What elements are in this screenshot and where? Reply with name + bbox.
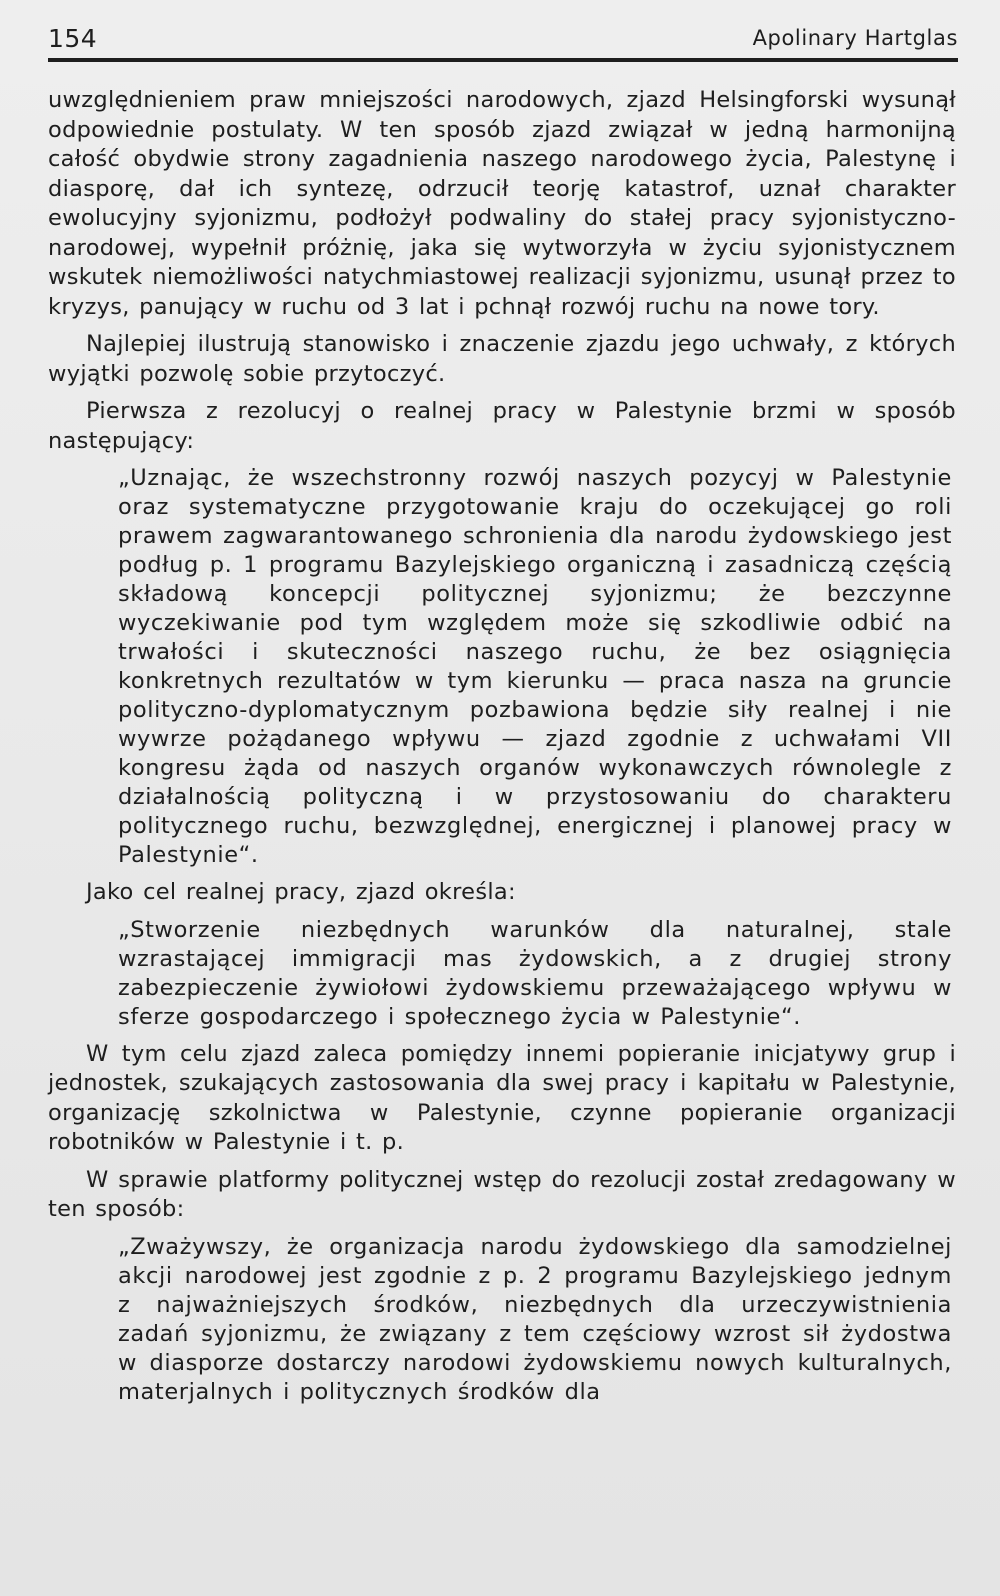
body-text — [48, 86, 956, 1415]
running-head — [48, 22, 958, 54]
header-rule — [48, 58, 958, 62]
quote-political-platform: „Zważywszy, że organizacja narodu żydowskiego dla samodzielnej akcji narodowej jest zgodnie z p. 2 programu Bazylejskiego jednym z najważniejszych środków, niezbędnych dla urzeczywistnienia zadań syjonizmu, że związany z tem częściowy wzrost sił żydostwa w diasporze dostarczy narodowi żydowskiemu nowych kulturalnych, materjalnych i politycznych środków dla — [118, 1233, 952, 1405]
paragraph-intro: uwzględnieniem praw mniejszości narodowych, zjazd Helsingforski wysunął odpowiednie postulaty. W ten sposób zjazd związał w jedną harmonijną całość obydwie strony zagadnienia naszego narodowego życia, Palestynę i diasporę, dał ich syntezę, odrzucił teorję katastrof, uznał charakter ewolucyjny syjonizmu, podłożył podwaliny do stałej pracy syjonistyczno-narodowej, wypełnił próżnię, jaka się wytworzyła w życiu syjonistycznem wskutek niemożliwości natychmiastowej realizacji syjonizmu, usunął przez to kryzys, panujący w ruchu od 3 lat i pchnął rozwój ruchu na nowe tory. — [48, 87, 956, 320]
running-title: Apolinary Hartglas — [752, 26, 958, 50]
paragraph-goal: Jako cel realnej pracy, zjazd określa: — [86, 879, 516, 905]
quote-first-resolution: „Uznając, że wszechstronny rozwój naszych pozycyj w Palestynie oraz systematyczne przygotowanie kraju do oczekującej go roli prawem zagwarantowanego schronienia dla narodu żydowskiego jest podług p. 1 programu Bazylejskiego organiczną i zasadniczą częścią składową koncepcji politycznej syjonizmu; że bezczynne wyczekiwanie pod tym względem może się szkodliwie odbić na trwałości i skuteczności naszego ruchu, że bez osiągnięcia konkretnych rezultatów w tym kierunku — praca nasza na gruncie polityczno-dyplomatycznym pozbawiona będzie siły realnej i nie wywrze pożądanego wpływu — zjazd zgodnie z uchwałami VII kongresu żąda od naszych organów wykonawczych równolegle z działalnością polityczną i w przystosowaniu do charakteru politycznego ruchu, bezwzględnej, energicznej i planowej pracy w Palestynie“. — [118, 465, 952, 868]
quote-goal: „Stworzenie niezbędnych warunków dla naturalnej, stale wzrastającej immigracji mas żydowskich, a z drugiej strony zabezpieczenie żywiołowi żydowskiemu przeważającego wpływu w sferze gospodarczego i społecznego życia w Palestynie“. — [118, 916, 952, 1030]
paragraph-illustration: Najlepiej ilustrują stanowisko i znaczenie zjazdu jego uchwały, z których wyjątki pozwolę sobie przytoczyć. — [48, 331, 956, 387]
paragraph-recommendations: W tym celu zjazd zaleca pomiędzy innemi popieranie inicjatywy grup i jednostek, szukających zastosowania dla swej pracy i kapitału w Palestynie, organizację szkolnictwa w Palestynie, czynne popieranie organizacji robotników w Palestynie i t. p. — [48, 1040, 956, 1155]
paragraph-political-platform: W sprawie platformy politycznej wstęp do rezolucji został zredagowany w ten sposób: — [48, 1166, 956, 1222]
paragraph-first-resolution: Pierwsza z rezolucyj o realnej pracy w Palestynie brzmi w sposób następujący: — [48, 398, 956, 454]
page-number: 154 — [48, 24, 98, 53]
